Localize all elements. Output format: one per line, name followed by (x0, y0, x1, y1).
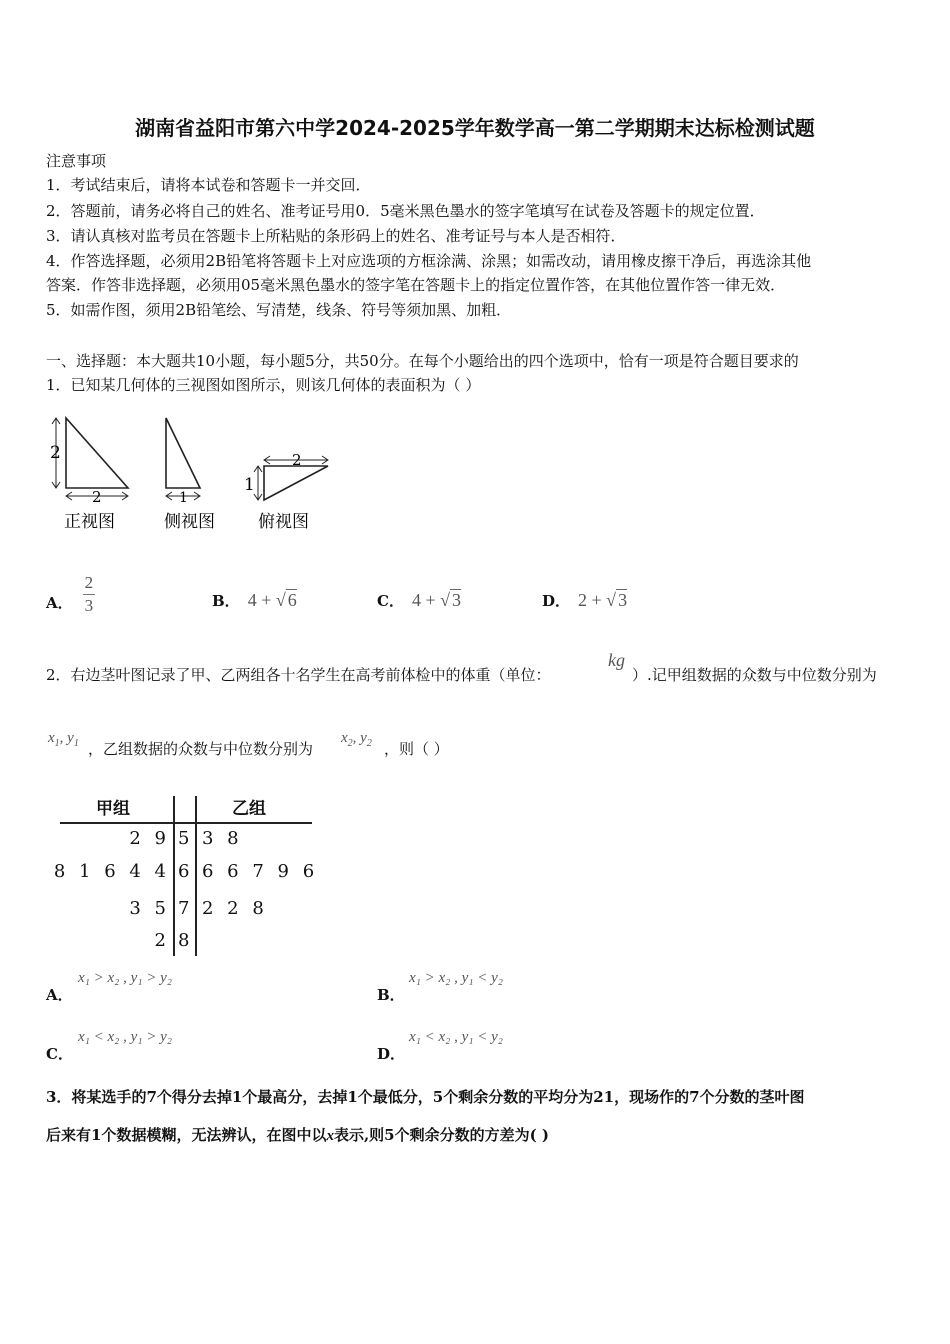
radicand: 3 (618, 590, 628, 610)
row-right-leaves: 3 8 (202, 828, 243, 849)
top-view-label: 俯视图 (258, 512, 309, 532)
stem-rule-left (173, 796, 175, 956)
q3-stem-line2 (46, 1123, 549, 1148)
expr-prefix: 4 + (411, 590, 441, 610)
row-right-leaves: 6 6 7 9 6 (202, 861, 319, 882)
section-heading: 一、选择题：本大题共10小题，每小题5分，共50分。在每个小题给出的四个选项中，恰有一项是符合题目要求的 (46, 352, 799, 370)
sqrt-expression: 4 + √ 6 (247, 590, 297, 610)
stem-leaf-plot (53, 782, 319, 957)
right-group-header: 乙组 (232, 799, 266, 819)
front-view-label: 正视图 (64, 512, 115, 532)
row-stem: 7 (178, 898, 190, 919)
q1-option-c[interactable] (377, 590, 461, 611)
row-stem: 5 (178, 828, 190, 849)
row-left-leaves: 3 5 (129, 898, 170, 919)
header-rule (60, 822, 312, 824)
top-height-label: 1 (244, 475, 255, 495)
q1-stem: 1．已知某几何体的三视图如图所示，则该几何体的表面积为（ ） (46, 376, 481, 394)
radicand: 6 (287, 590, 297, 610)
option-expression: x₁ > x₂ , y₁ > y₂ (78, 970, 172, 986)
radicand: 3 (452, 590, 461, 610)
row-left-leaves: 2 (154, 930, 170, 951)
expr-prefix: 2 + (578, 590, 607, 610)
option-label: D． (542, 592, 571, 610)
option-expression: x₁ < x₂ , y₁ > y₂ (78, 1029, 172, 1045)
notice-item-4-cont: 答案．作答非选择题，必须用05毫米黑色墨水的签字笔在答题卡上的指定位置作答，在其他位置作答一律无效． (46, 276, 786, 294)
q3-text-b: 表示,则5个剩余分数的方差为( ) (333, 1126, 550, 1144)
front-width-label: 2 (92, 488, 102, 506)
side-view (166, 418, 200, 500)
notice-item-3: 3．请认真核对监考员在答题卡上所粘贴的条形码上的姓名、准考证号与本人是否相符． (46, 227, 626, 245)
row-stem: 6 (178, 861, 190, 882)
q2-stem-part1: 2．右边茎叶图记录了甲、乙两组各十名学生在高考前体检中的体重（单位： (46, 666, 551, 684)
left-group-header: 甲组 (96, 799, 130, 819)
option-label: C． (377, 592, 404, 610)
side-view-label: 侧视图 (164, 512, 215, 532)
fraction-numerator: 2 (83, 572, 96, 595)
option-label: C． (46, 1045, 73, 1063)
q2-x1y1: $x_1$, $y_1$ (48, 730, 79, 749)
three-view-figure (40, 410, 340, 535)
row-left-leaves: 2 9 (129, 828, 170, 849)
q1-option-b[interactable] (212, 590, 297, 611)
page-title: 湖南省益阳市第六中学2024-2025学年数学高一第二学期期末达标检测试题 (135, 116, 815, 140)
q3-text-a: 后来有1个数据模糊，无法辨认，在图中以 (46, 1126, 327, 1144)
option-label: A． (46, 986, 73, 1004)
q2-stem-part3: ，乙组数据的众数与中位数分别为 (88, 740, 314, 758)
stem-rule-right (195, 796, 197, 956)
option-label: B． (377, 986, 405, 1004)
option-label: A． (46, 593, 73, 612)
q2-x2y2: $x_2$, $y_2$ (341, 730, 372, 749)
q2-unit: kg (608, 650, 625, 670)
row-left-leaves: 8 1 6 4 4 (53, 861, 170, 882)
sqrt-expression: 4 + √ 3 (411, 590, 461, 610)
notice-item-2: 2．答题前，请务必将自己的姓名、准考证号用0．5毫米黑色墨水的签字笔填写在试卷及答题卡的规定位置． (46, 202, 765, 220)
option-expression: x₁ < x₂ , y₁ < y₂ (409, 1029, 503, 1045)
front-height-label: 2 (50, 443, 61, 463)
top-width-label: 2 (292, 451, 302, 469)
notice-item-1: 1．考试结束后，请将本试卷和答题卡一并交回． (46, 176, 371, 194)
option-expression: x₁ > x₂ , y₁ < y₂ (409, 970, 503, 986)
row-stem: 8 (178, 930, 190, 951)
notice-item-4: 4．作答选择题，必须用2B铅笔将答题卡上对应选项的方框涂满、涂黑；如需改动，请用橡皮擦干净后，再选涂其他 (46, 252, 812, 270)
row-right-leaves: 2 2 8 (202, 898, 268, 919)
notice-item-5: 5．如需作图，须用2B铅笔绘、写清楚，线条、符号等须加黑、加粗． (46, 301, 512, 319)
q3-variable: x (326, 1128, 334, 1144)
side-width-label: 1 (179, 490, 188, 506)
q2-stem-part4: ，则（ ） (384, 740, 449, 758)
fraction-denominator: 3 (84, 595, 94, 615)
top-view (254, 456, 328, 500)
notice-heading: 注意事项 (46, 152, 107, 170)
option-label: D． (377, 1045, 406, 1063)
q3-stem-line1: 3．将某选手的7个得分去掉1个最高分，去掉1个最低分，5个剩余分数的平均分为21，现场作的7个分数的茎叶图 (46, 1088, 805, 1106)
q2-stem-part2: ）.记甲组数据的众数与中位数分别为 (632, 666, 877, 684)
option-label: B． (212, 592, 240, 610)
q1-option-a[interactable] (46, 566, 95, 622)
front-view (52, 418, 128, 500)
expr-prefix: 4 + (247, 590, 276, 610)
fraction (83, 572, 96, 617)
q1-option-d[interactable] (542, 590, 627, 611)
sqrt-expression: 2 + √ 3 (578, 590, 628, 610)
